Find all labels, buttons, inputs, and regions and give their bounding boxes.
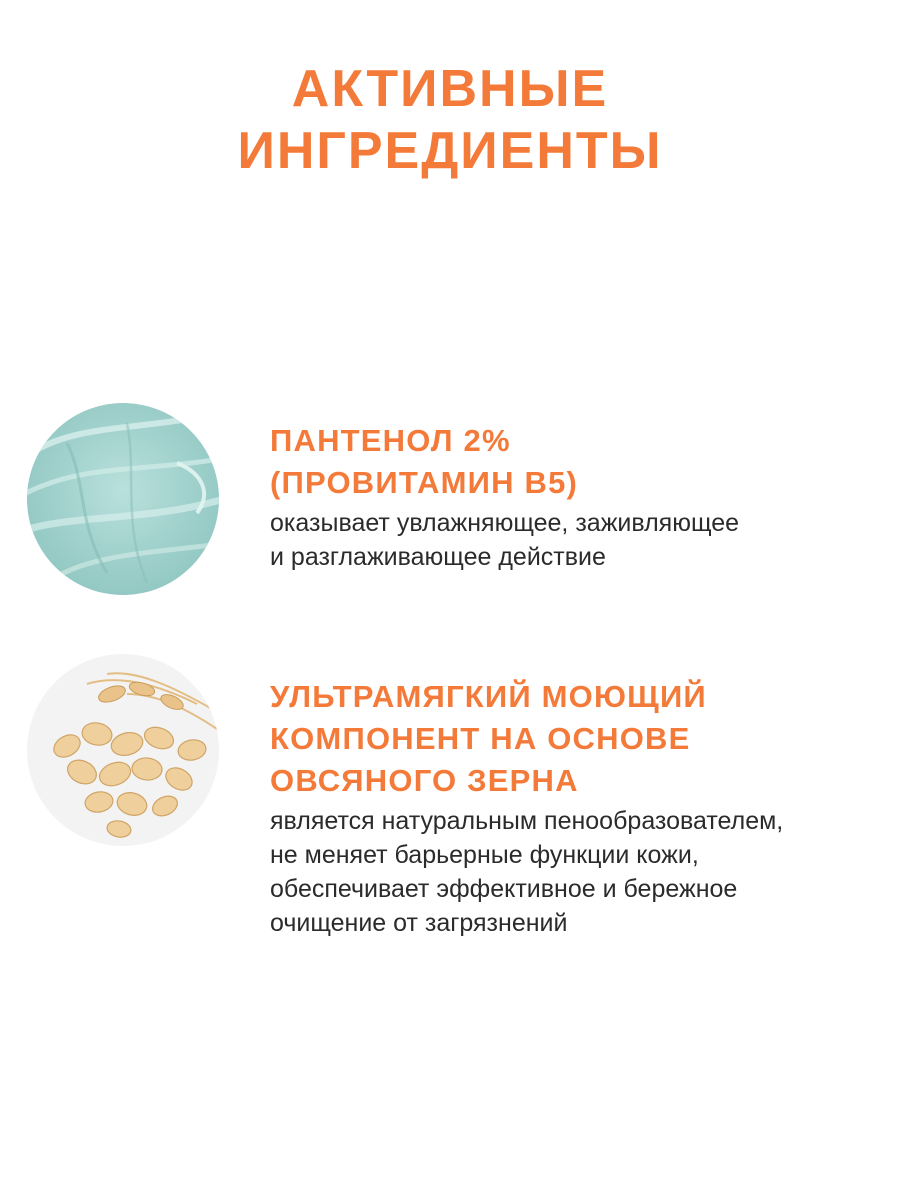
ingredient-title-line: ОВСЯНОГО ЗЕРНА	[270, 763, 579, 798]
ingredient-oat	[270, 676, 880, 940]
gel-texture-image	[27, 403, 219, 595]
ingredient-description-line: является натуральным пенообразователем,	[270, 807, 784, 835]
page-title-line-1: АКТИВНЫЕ	[291, 60, 609, 118]
ingredient-description	[270, 506, 880, 574]
ingredient-description	[270, 804, 880, 940]
ingredient-panthenol	[270, 420, 880, 574]
ingredient-title	[270, 420, 880, 504]
ingredient-title-line: ПАНТЕНОЛ 2%	[270, 423, 511, 458]
ingredient-description-line: оказывает увлажняющее, заживляющее	[270, 509, 740, 537]
oat-flakes-image	[27, 654, 219, 846]
page-title	[0, 58, 900, 182]
ingredient-description-line: обеспечивает эффективное и бережное	[270, 875, 738, 903]
ingredient-description-line: не меняет барьерные функции кожи,	[270, 841, 699, 869]
ingredient-description-line: очищение от загрязнений	[270, 909, 568, 937]
ingredient-title-line: КОМПОНЕНТ НА ОСНОВЕ	[270, 721, 691, 756]
page-title-line-2: ИНГРЕДИЕНТЫ	[237, 122, 663, 180]
ingredient-title-line: УЛЬТРАМЯГКИЙ МОЮЩИЙ	[270, 679, 707, 714]
ingredient-title-line: (ПРОВИТАМИН B5)	[270, 465, 579, 500]
ingredient-description-line: и разглаживающее действие	[270, 543, 606, 571]
ingredient-title	[270, 676, 880, 802]
